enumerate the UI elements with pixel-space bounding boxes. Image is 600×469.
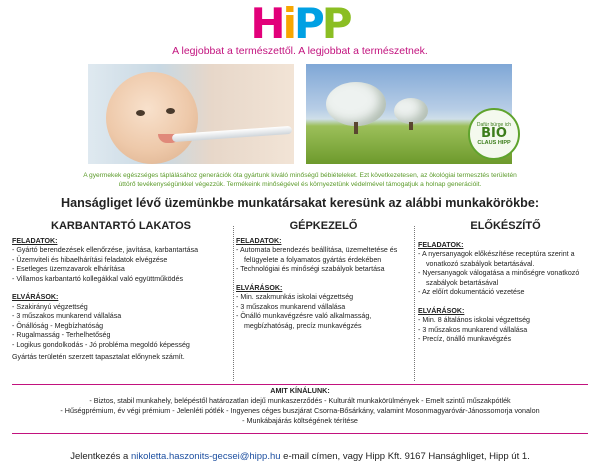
logo-letter-p: P xyxy=(293,0,322,48)
footer-suffix: e-mail címen, vagy Hipp Kft. 9167 Hansághliget, Hipp út 1. xyxy=(283,451,530,462)
column-divider xyxy=(233,226,234,381)
slogan: A legjobbat a természettől. A legjobbat a természetnek. xyxy=(172,45,428,57)
requirement-item: - Önállóság - Megbízhatóság xyxy=(12,321,104,330)
duty-item: - Gyártó berendezések ellenőrzése, javítása, karbantartása xyxy=(12,246,199,254)
duties-label: FELADATOK: xyxy=(12,236,58,245)
duties-label: FELADATOK: xyxy=(418,240,464,249)
offer-box xyxy=(12,384,588,434)
bio-seal-top: Dafür bürge ich xyxy=(476,121,512,128)
logo-letter-i: i xyxy=(282,0,294,48)
hipp-logo xyxy=(228,0,372,48)
blossom-tree-small xyxy=(394,98,428,124)
logo-letter-p2: P xyxy=(321,0,350,48)
job-column-gepkezelo xyxy=(236,222,411,331)
headline: Hanságliget lévő üzemünkbe munkatársakat keresünk az alábbi munkakörökbe: xyxy=(60,196,540,210)
requirement-item: - Rugalmasság - Terhelhetőség xyxy=(12,331,111,339)
requirement-item: - Min. 8 általános iskolai végzettség xyxy=(418,316,530,324)
offer-line: - Munkábajárás költségének térítése xyxy=(242,416,358,425)
requirement-item: - 3 műszakos munkarend vállalása xyxy=(12,312,122,320)
job-title: ELŐKÉSZÍTŐ xyxy=(470,220,541,232)
job-column-elokeszito xyxy=(418,222,593,345)
requirement-item: - Önálló munkavégzésre való alkalmasság, megbízhatóság, precíz munkavégzés xyxy=(236,312,372,330)
duty-item: - Az előírt dokumentáció vezetése xyxy=(418,288,525,296)
requirements-label: ELVÁRÁSOK: xyxy=(418,306,465,315)
contact-footer xyxy=(0,451,600,462)
blossom-tree xyxy=(326,82,386,126)
duty-item: - Nyersanyagok válogatása a minőségre vonatkozó szabályok betartásával xyxy=(418,269,580,287)
bio-seal xyxy=(468,108,520,160)
requirement-item: - Logikus gondolkodás - Jó probléma megoldó képesség xyxy=(12,340,190,349)
experience-note: Gyártás területén szerzett tapasztalat előnynek számít. xyxy=(12,353,185,361)
offer-line: - Biztos, stabil munkahely, belépéstől határozatlan idejű munkaszerződés - Kulturált munkakörülmények - Emelt szintű műszakpótlék xyxy=(89,396,511,405)
job-title: GÉPKEZELŐ xyxy=(289,220,358,232)
requirement-item: - Szakirányú végzettség xyxy=(12,302,88,311)
requirement-item: - Min. szakmunkás iskolai végzettség xyxy=(236,293,354,301)
requirements-label: ELVÁRÁSOK: xyxy=(236,283,283,292)
job-column-karbantarto xyxy=(12,222,230,363)
duty-item: - Technológiai és minőségi szabályok betartása xyxy=(236,265,385,273)
intro-line-2: úttörő tevékenységünkkel végezzük. Termékeink minőségével és környezetünk védelmével támogatjuk a holnap generációit. xyxy=(118,181,482,188)
offer-title: AMIT KÍNÁLUNK: xyxy=(270,386,330,395)
footer-prefix: Jelentkezés a xyxy=(70,451,129,462)
email-link[interactable]: nikoletta.haszonits-gecsei@hipp.hu xyxy=(130,451,281,462)
column-divider xyxy=(414,226,415,381)
tree-trunk-small xyxy=(409,122,413,130)
intro-text xyxy=(70,171,530,189)
duty-item: - A nyersanyagok előkészítése receptúra szerint a vonatkozó szabályok betartásával. xyxy=(418,250,575,268)
logo-letter-h: H xyxy=(250,0,283,48)
duty-item: - Esetleges üzemzavarok elhárítása xyxy=(12,265,125,273)
requirement-item: - 3 műszakos munkarend vállalása xyxy=(236,302,346,311)
job-title: KARBANTARTÓ LAKATOS xyxy=(51,220,191,232)
requirement-item: - 3 műszakos munkarend vállalása xyxy=(418,325,528,334)
baby-eye-left xyxy=(136,110,145,116)
baby-eye-right xyxy=(166,108,175,114)
baby-photo xyxy=(88,64,294,164)
tree-trunk xyxy=(354,122,358,134)
duty-item: - Üzemviteli és hibaelhárítási feladatok elvégzése xyxy=(12,255,168,264)
duty-item: - Villamos karbantartó kollegákkal való együttműködés xyxy=(12,274,183,283)
requirements-label: ELVÁRÁSOK: xyxy=(12,293,59,301)
requirement-item: - Precíz, önálló munkavégzés xyxy=(418,335,512,343)
bio-seal-bottom: CLAUS HIPP xyxy=(477,139,511,146)
intro-line-1: A gyermekek egészséges táplálásához generációk óta gyártunk kiváló minőségű bébiételeket. Ezt következetesen, az ökológiai termesztés területén xyxy=(83,172,517,179)
bio-seal-word: BIO xyxy=(481,125,507,141)
duties-label: FELADATOK: xyxy=(236,236,282,245)
baby-face xyxy=(106,72,198,164)
duty-item: - Automata berendezés beállítása, üzemeltetése és felügyelete a folyamatos gyártás érdekében xyxy=(236,246,398,264)
offer-line: - Hűségprémium, év végi prémium - Jelenléti pótlék - Ingyenes céges buszjárat Csorna-Bősárkány, valamint Mosonmagyaróvár-Jánossomorja vonalon xyxy=(60,406,540,415)
